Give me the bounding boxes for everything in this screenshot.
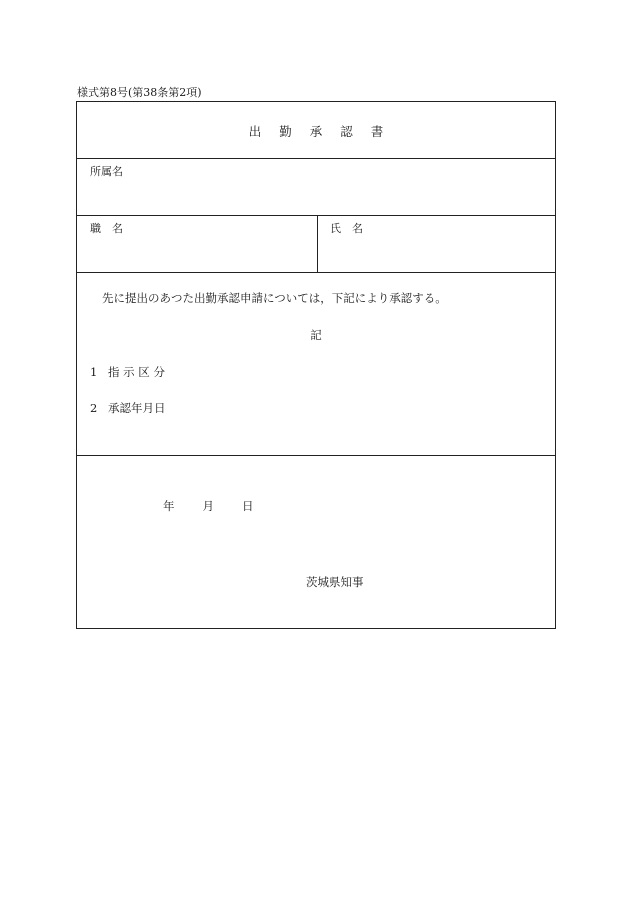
column-divider <box>317 216 318 272</box>
month-label: 月 <box>202 499 214 513</box>
approval-body-row <box>77 273 555 456</box>
form-number: 様式第8号(第38条第2項) <box>77 86 202 99</box>
item-number: 1 <box>90 365 98 379</box>
title-char: 勤 <box>279 124 292 139</box>
name-label: 氏 名 <box>330 222 363 235</box>
item-label: 承認年月日 <box>108 401 166 415</box>
title-char: 認 <box>340 124 353 139</box>
ki-heading: 記 <box>310 328 322 342</box>
day-label: 日 <box>242 499 254 513</box>
affiliation-row <box>77 159 555 216</box>
title-char: 出 <box>248 124 262 139</box>
title-char: 書 <box>370 124 384 139</box>
year-label: 年 <box>163 499 175 513</box>
post-label: 職 名 <box>90 222 123 235</box>
approval-statement: 先に提出のあつた出勤承認申請については，下記により承認する。 <box>102 291 447 305</box>
list-item <box>90 400 166 416</box>
form-table <box>76 101 556 629</box>
item-number: 2 <box>90 401 98 415</box>
title-char: 承 <box>309 124 323 139</box>
issuer-name: 茨城県知事 <box>306 575 364 589</box>
list-item <box>90 364 165 380</box>
document-title <box>77 122 555 140</box>
title-row <box>77 102 555 159</box>
signature-row <box>77 456 555 630</box>
item-label: 指 示 区 分 <box>108 365 165 379</box>
date-line <box>163 498 254 514</box>
affiliation-label: 所属名 <box>90 165 123 178</box>
post-name-row <box>77 216 555 273</box>
